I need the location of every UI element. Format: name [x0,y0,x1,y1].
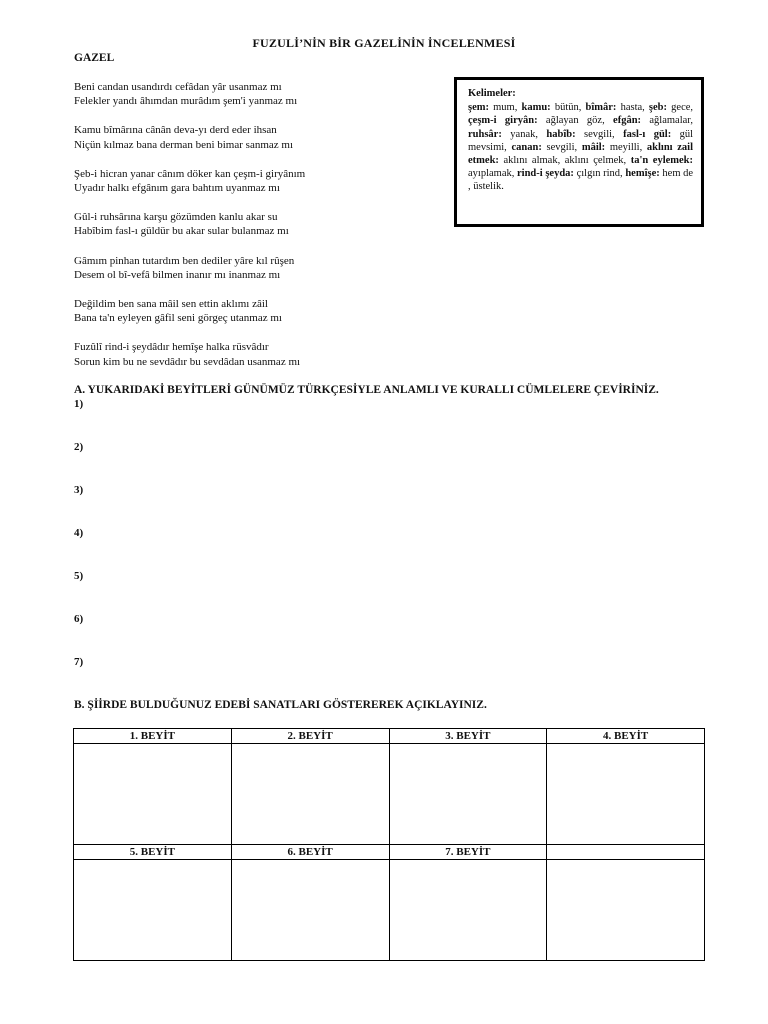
answer-cell-6[interactable] [231,860,389,961]
vocab-term: canan: [511,141,542,153]
vocabulary-entries [468,101,693,193]
poem-line: Felekler yandı âhımdan murâdım şem'i yanmaz mı [74,95,298,108]
table-header-row [74,729,705,744]
vocab-meaning: çılgın rind, [576,168,623,180]
gazel-label: GAZEL [74,52,115,64]
vocab-term: aklını zail etmek: [468,141,694,167]
couplet-4 [74,210,444,238]
vocab-meaning: sevgili, [546,141,578,153]
vocab-meaning: aklını almak, aklını çelmek, [503,155,627,167]
vocab-term: çeşm-i giryân: [468,115,538,127]
answer-line-1[interactable]: 1) [74,398,84,410]
couplet-1 [74,80,444,108]
answer-line-3[interactable]: 3) [74,484,84,496]
couplet-5 [74,254,444,282]
answer-line-7[interactable]: 7) [74,656,84,668]
vocab-meaning: mum, [493,102,518,114]
literary-arts-table [73,728,705,961]
vocab-meaning: ayıplamak, [468,168,515,180]
vocab-term: bîmâr: [585,102,617,114]
poem-line: Habîbim fasl-ı güldür bu akar sular bulanmaz mı [74,225,289,238]
couplet-2 [74,123,444,151]
poem [74,80,444,384]
poem-line: Bana ta'n eyleyen gâfil seni görgeç utanmaz mı [74,312,282,325]
section-b-heading: B. ŞİİRDE BULDUĞUNUZ EDEBİ SANATLARI GÖSTEREREK AÇIKLAYINIZ. [74,699,487,711]
section-a-heading: A. YUKARIDAKİ BEYİTLERİ GÜNÜMÜZ TÜRKÇESİYLE ANLAMLI VE KURALLI CÜMLELERE ÇEVİRİNİZ. [74,384,659,396]
vocab-meaning: ağlayan göz, [545,115,605,127]
table-header-cell: 2. BEYİT [231,729,389,744]
table-row [74,860,705,961]
poem-line: Gâmım pinhan tutardım ben dediler yâre kıl rûşen [74,254,295,267]
vocabulary-heading: Kelimeler: [468,88,516,99]
table-header-cell: 6. BEYİT [231,845,389,860]
answer-line-4[interactable]: 4) [74,527,84,539]
vocab-meaning: sevgili, [584,128,615,140]
vocab-meaning: hasta, [620,102,645,114]
table-header-cell: 1. BEYİT [74,729,232,744]
answer-cell-5[interactable] [74,860,232,961]
vocab-term: hemîşe: [625,168,660,180]
answer-cell-2[interactable] [231,744,389,845]
table-header-row [74,845,705,860]
poem-line: Kamu bîmârına cânân deva-yı derd eder ihsan [74,124,277,137]
vocab-term: şeb: [648,102,668,114]
table-row [74,744,705,845]
poem-line: Sorun kim bu ne sevdâdır bu sevdâdan usanmaz mı [74,355,301,368]
couplet-6 [74,297,444,325]
page-title: FUZULİ’NİN BİR GAZELİNİN İNCELENMESİ [252,36,516,50]
answer-line-6[interactable]: 6) [74,613,84,625]
poem-line: Beni candan usandırdı cefâdan yâr usanmaz mı [74,81,282,93]
answer-line-2[interactable]: 2) [74,441,84,453]
table-header-cell [547,845,705,860]
vocab-meaning: meyilli, [609,141,643,153]
vocab-term: fasl-ı gül: [623,128,672,140]
poem-line: Değildim ben sana mâil sen ettin aklımı zâil [74,298,268,311]
answer-line-5[interactable]: 5) [74,570,84,582]
table-header-cell: 5. BEYİT [74,845,232,860]
vocab-term: ruhsâr: [468,128,502,140]
table-header-cell: 7. BEYİT [389,845,547,860]
vocab-term: habîb: [546,128,576,140]
vocab-term: mâil: [581,141,606,153]
vocab-meaning: gece, [671,102,694,114]
vocab-meaning: ağlamalar, [649,115,693,127]
poem-line: Niçün kılmaz bana derman beni bimar sanmaz mı [74,138,294,151]
table-header-cell: 3. BEYİT [389,729,547,744]
vocabulary-box [454,77,704,227]
answer-cell-empty[interactable] [547,860,705,961]
vocab-meaning: gül mevsimi, [468,128,694,153]
answer-cell-7[interactable] [389,860,547,961]
vocab-meaning: bütün, [554,102,582,114]
couplet-3 [74,167,444,195]
vocab-meaning: yanak, [510,128,538,140]
answer-cell-4[interactable] [547,744,705,845]
vocab-term: rind-i şeyda: [517,168,574,180]
poem-line: Gûl-i ruhsârına karşu gözümden kanlu akar su [74,211,278,224]
poem-line: Şeb-i hicran yanar cânım döker kan çeşm-i giryânım [74,167,306,180]
answer-cell-1[interactable] [74,744,232,845]
vocab-term: şem: [468,102,489,114]
vocab-term: efgân: [613,115,642,127]
vocab-term: ta'n eylemek: [630,155,694,167]
vocab-meaning: hem de , üstelik. [468,168,694,193]
poem-line: Desem ol bî-vefâ bilmen inanır mı inanmaz mı [74,268,281,281]
couplet-7 [74,340,444,368]
table-header-cell: 4. BEYİT [547,729,705,744]
poem-line: Uyadır halkı efgânım gara bahtım uyanmaz mı [74,182,280,195]
vocab-term: kamu: [521,102,551,114]
answer-cell-3[interactable] [389,744,547,845]
poem-line: Fuzûlî rind-i şeydâdır hemîşe halka rüsvâdır [74,341,269,354]
